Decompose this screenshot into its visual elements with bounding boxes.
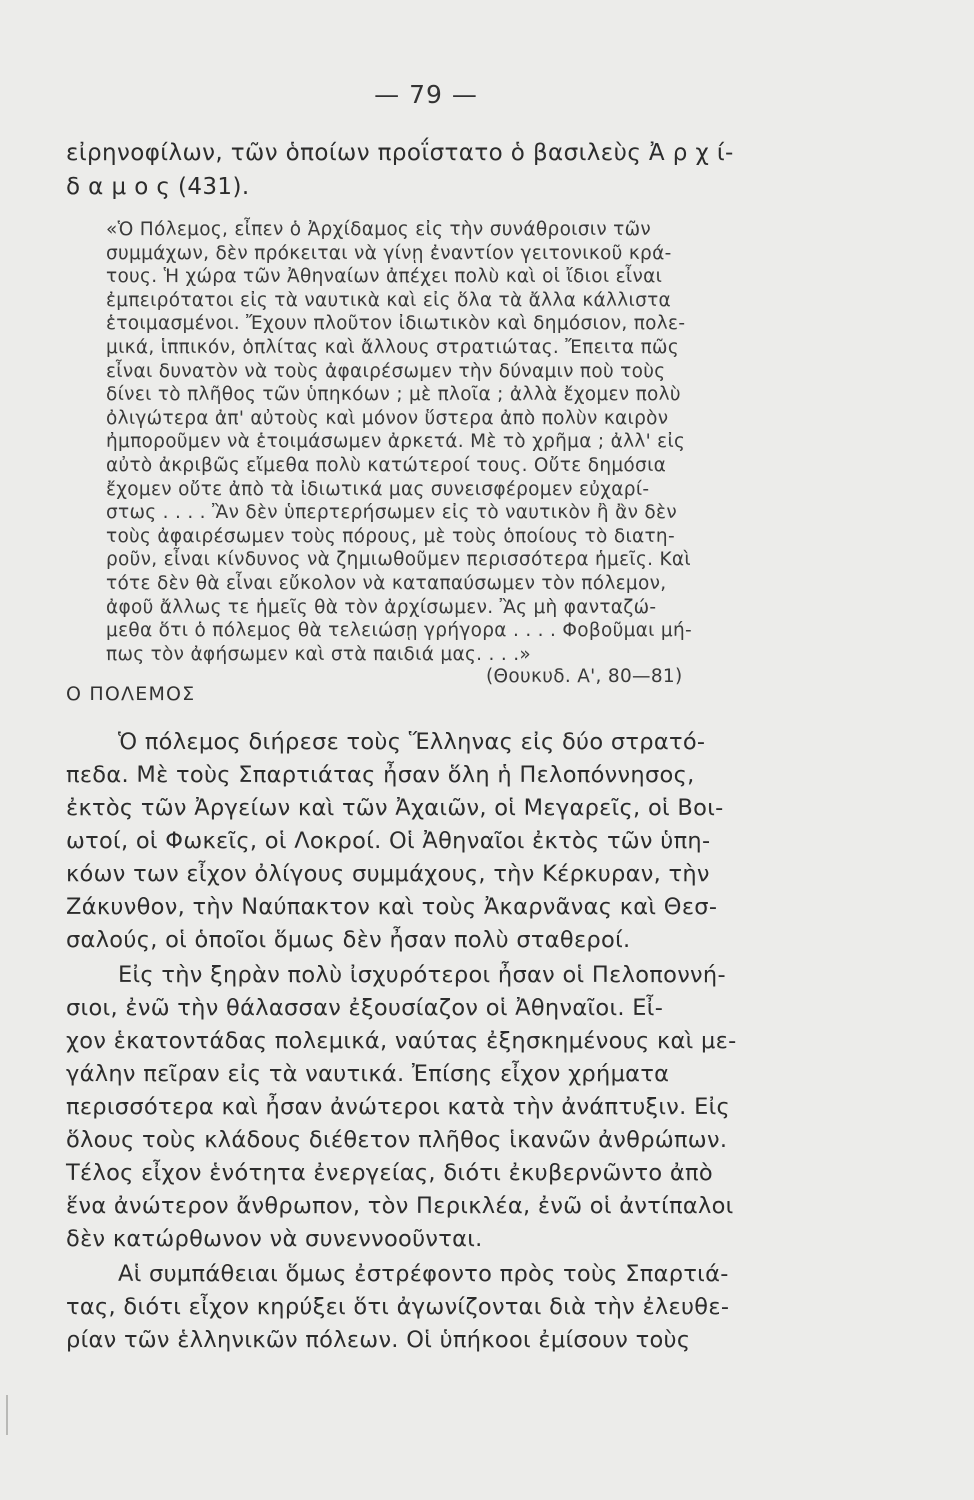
body-line: Ὁ πόλεμος διήρεσε τοὺς Ἕλληνας εἰς δύο στρατό- bbox=[118, 729, 706, 755]
body-line: χον ἑκατοντάδας πολεμικά, ναύτας ἐξησκημένους καὶ με- bbox=[66, 1028, 737, 1054]
quote-line: μεθα ὅτι ὁ πόλεμος θὰ τελειώσῃ γρήγορα . . . . Φοβοῦμαι μή- bbox=[106, 620, 692, 641]
body-line: Εἰς τὴν ξηρὰν πολὺ ἰσχυρότεροι ἦσαν οἱ Πελοποννή- bbox=[118, 962, 726, 988]
body-line: δὲν κατώρθωνον νὰ συνεννοοῦνται. bbox=[66, 1226, 483, 1252]
quote-line: δίνει τὸ πλῆθος τῶν ὑπηκόων ; μὲ πλοῖα ; ἀλλὰ ἔχομεν πολὺ bbox=[106, 384, 681, 405]
lead-line: εἰρηνοφίλων, τῶν ὁποίων προΐστατο ὁ βασιλεὺς Ἀ ρ χ ί- bbox=[66, 140, 734, 166]
quote-line: ἠμποροῦμεν νὰ ἑτοιμάσωμεν ἀρκετά. Μὲ τὸ χρῆμα ; ἀλλ' εἰς bbox=[106, 431, 686, 452]
quote-line: ἀφοῦ ἄλλως τε ἡμεῖς θὰ τὸν ἀρχίσωμεν. Ἂς μὴ φανταζώ- bbox=[106, 597, 657, 618]
quote-citation: (Θουκυδ. Α', 80—81) bbox=[486, 666, 683, 687]
quote-line: τοὺς ἀφαιρέσωμεν τοὺς πόρους, μὲ τοὺς ὁποίους τὸ διατη- bbox=[106, 526, 675, 547]
body-line: ωτοί, οἱ Φωκεῖς, οἱ Λοκροί. Οἱ Ἀθηναῖοι ἐκτὸς τῶν ὑπη- bbox=[66, 828, 711, 854]
quote-line: στως . . . . Ἂν δὲν ὑπερτερήσωμεν εἰς τὸ ναυτικὸν ἢ ἂν δὲν bbox=[106, 502, 677, 523]
quote-line: ἐμπειρότατοι εἰς τὰ ναυτικὰ καὶ εἰς ὅλα τὰ ἄλλα κάλλιστα bbox=[106, 290, 672, 311]
body-line: ρίαν τῶν ἑλληνικῶν πόλεων. Οἱ ὑπήκοοι ἐμίσουν τοὺς bbox=[66, 1327, 691, 1353]
quote-line: τους. Ἡ χώρα τῶν Ἀθηναίων ἀπέχει πολὺ καὶ οἱ ἴδιοι εἶναι bbox=[106, 266, 663, 287]
page-number: — 79 — bbox=[374, 80, 478, 109]
body-line: πεδα. Μὲ τοὺς Σπαρτιάτας ἦσαν ὅλη ἡ Πελοπόννησος, bbox=[66, 762, 695, 788]
quote-line: ροῦν, εἶναι κίνδυνος νὰ ζημιωθοῦμεν περισσότερα ἡμεῖς. Καὶ bbox=[106, 549, 691, 570]
body-line: περισσότερα καὶ ἦσαν ἀνώτεροι κατὰ τὴν ἀνάπτυξιν. Εἰς bbox=[66, 1094, 731, 1120]
quote-line: πως τὸν ἀφήσωμεν καὶ στὰ παιδιά μας. . . .» bbox=[106, 644, 531, 665]
body-line: γάλην πεῖραν εἰς τὰ ναυτικά. Ἐπίσης εἶχον χρήματα bbox=[66, 1061, 670, 1087]
quote-line: ἑτοιμασμένοι. Ἔχουν πλοῦτον ἰδιωτικὸν καὶ δημόσιον, πολε- bbox=[106, 313, 686, 334]
quote-line: τότε δὲν θὰ εἶναι εὔκολον νὰ καταπαύσωμεν τὸν πόλεμον, bbox=[106, 573, 667, 594]
body-line: Τέλος εἶχον ἑνότητα ἐνεργείας, διότι ἐκυβερνῶντο ἀπὸ bbox=[66, 1160, 713, 1186]
quote-line: εἶναι δυνατὸν νὰ τοὺς ἀφαιρέσωμεν τὴν δύναμιν ποὺ τοὺς bbox=[106, 361, 666, 382]
body-line: ἕνα ἀνώτερον ἄνθρωπον, τὸν Περικλέα, ἐνῶ οἱ ἀντίπαλοι bbox=[66, 1193, 734, 1219]
body-line: κόων των εἶχον ὀλίγους συμμάχους, τὴν Κέρκυραν, τὴν bbox=[66, 861, 710, 887]
body-line: Ζάκυνθον, τὴν Ναύπακτον καὶ τοὺς Ἀκαρνᾶνας καὶ Θεσ- bbox=[66, 894, 718, 920]
scan-edge-mark bbox=[6, 1395, 8, 1435]
section-heading: Ο ΠΟΛΕΜΟΣ bbox=[66, 683, 196, 705]
body-line: ὅλους τοὺς κλάδους διέθετον πλῆθος ἱκανῶν ἀνθρώπων. bbox=[66, 1127, 728, 1153]
body-line: σαλούς, οἱ ὁποῖοι ὅμως δὲν ἦσαν πολὺ σταθεροί. bbox=[66, 927, 631, 953]
quote-line: ἔχομεν οὔτε ἀπὸ τὰ ἰδιωτικά μας συνεισφέρομεν εὐχαρί- bbox=[106, 479, 650, 500]
quote-line: ὀλιγώτερα ἀπ' αὐτοὺς καὶ μόνον ὕστερα ἀπὸ πολὺν καιρὸν bbox=[106, 408, 669, 429]
body-line: σιοι, ἐνῶ τὴν θάλασσαν ἐξουσίαζον οἱ Ἀθηναῖοι. Εἶ- bbox=[66, 995, 664, 1021]
body-line: Αἱ συμπάθειαι ὅμως ἐστρέφοντο πρὸς τοὺς Σπαρτιά- bbox=[118, 1261, 729, 1287]
quote-line: αὐτὸ ἀκριβῶς εἴμεθα πολὺ κατώτεροί τους. Οὔτε δημόσια bbox=[106, 455, 667, 476]
lead-line: δ α μ ο ς (431). bbox=[66, 174, 250, 200]
body-line: τας, διότι εἶχον κηρύξει ὅτι ἀγωνίζονται διὰ τὴν ἐλευθε- bbox=[66, 1294, 730, 1320]
quote-line: συμμάχων, δὲν πρόκειται νὰ γίνῃ ἐναντίον γειτονικοῦ κρά- bbox=[106, 243, 672, 264]
quote-line: μικά, ἱππικόν, ὁπλίτας καὶ ἄλλους στρατιώτας. Ἔπειτα πῶς bbox=[106, 337, 679, 358]
quote-line: «Ὁ Πόλεμος, εἶπεν ὁ Ἀρχίδαμος εἰς τὴν συνάθροισιν τῶν bbox=[106, 219, 652, 240]
body-line: ἐκτὸς τῶν Ἀργείων καὶ τῶν Ἀχαιῶν, οἱ Μεγαρεῖς, οἱ Βοι- bbox=[66, 795, 724, 821]
